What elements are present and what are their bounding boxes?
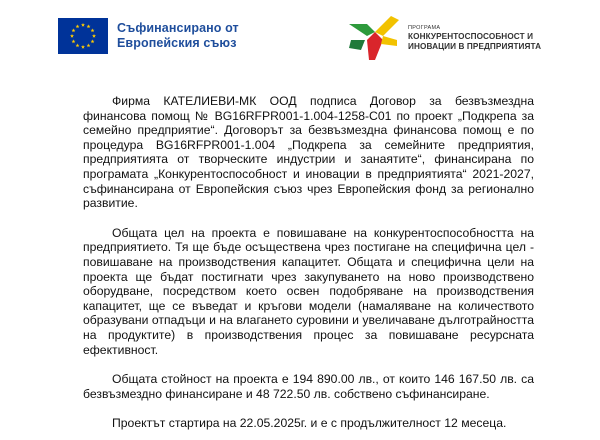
program-mark-stroke [367,32,383,60]
program-mark-stroke [349,40,365,50]
program-mark-stroke [375,16,399,36]
eu-flag-icon [58,18,108,54]
eu-logo-line2: Европейския съюз [117,36,237,50]
eu-logo-line1: Съфинансирано от [117,21,239,35]
announcement-body [83,94,534,431]
paragraph-budget: Общата стойност на проекта е 194 890.00 лв., от които 146 167.50 лв. са безвъзмездно финансиране и 48 722.50 лв. собствено съфинансиране. [83,372,534,401]
paragraph-contract: Фирма КАТЕЛИЕВИ-МК ООД подписа Договор за безвъзмездна финансова помощ № BG16RFPR001-1.004-1258-C01 по проект „Подкрепа за семейно предприятие“. Договорът за безвъзмездна финансова помощ е по процедура BG16RFPR001-1.004 „Подкрепа за семейните предприятия, предприятията от творческите индустрии и занаятите“, финансирана по програмата „Конкурентоспособност и иновации в предприятията“ 2021-2027, съфинансирана от Европейския съюз чрез Европейския фонд за регионално развитие. [83,94,534,211]
program-logo-line1: КОНКУРЕНТОСПОСОБНОСТ И [408,31,534,41]
program-logo-text [408,25,541,52]
program-logo-label: ПРОГРАМА [408,24,441,31]
program-mark-stroke [349,24,375,36]
eu-logo-text [117,21,239,51]
program-mark-stroke [381,36,397,46]
eu-cofunded-logo [58,18,239,54]
page-header [0,0,600,80]
program-logo [345,10,541,62]
paragraph-duration: Проектът стартира на 22.05.2025г. и е с продължителност 12 месеца. [112,416,507,431]
program-logo-line2: ИНОВАЦИИ В ПРЕДПРИЯТИЯТА [408,41,542,51]
paragraph-objective: Общата цел на проекта е повишаване на конкурентоспособността на предприятието. Тя ще бъде осъществена чрез постигане на специфична цел - повишаване на производствения капацитет. Общата и специфична цели на проекта ще бъдат постигнати чрез закупуването на ново производствено оборудване, посредством което освен подобряване на производствения капацитет, ще се въведат и кръгови модели (намаляване на количеството образувани отпадъци и на влагането суровини и увеличаване дълготрайността на продуктите) в производствения процес за повишаване ресурсната ефективност. [83,225,534,357]
program-mark-icon [345,10,403,62]
